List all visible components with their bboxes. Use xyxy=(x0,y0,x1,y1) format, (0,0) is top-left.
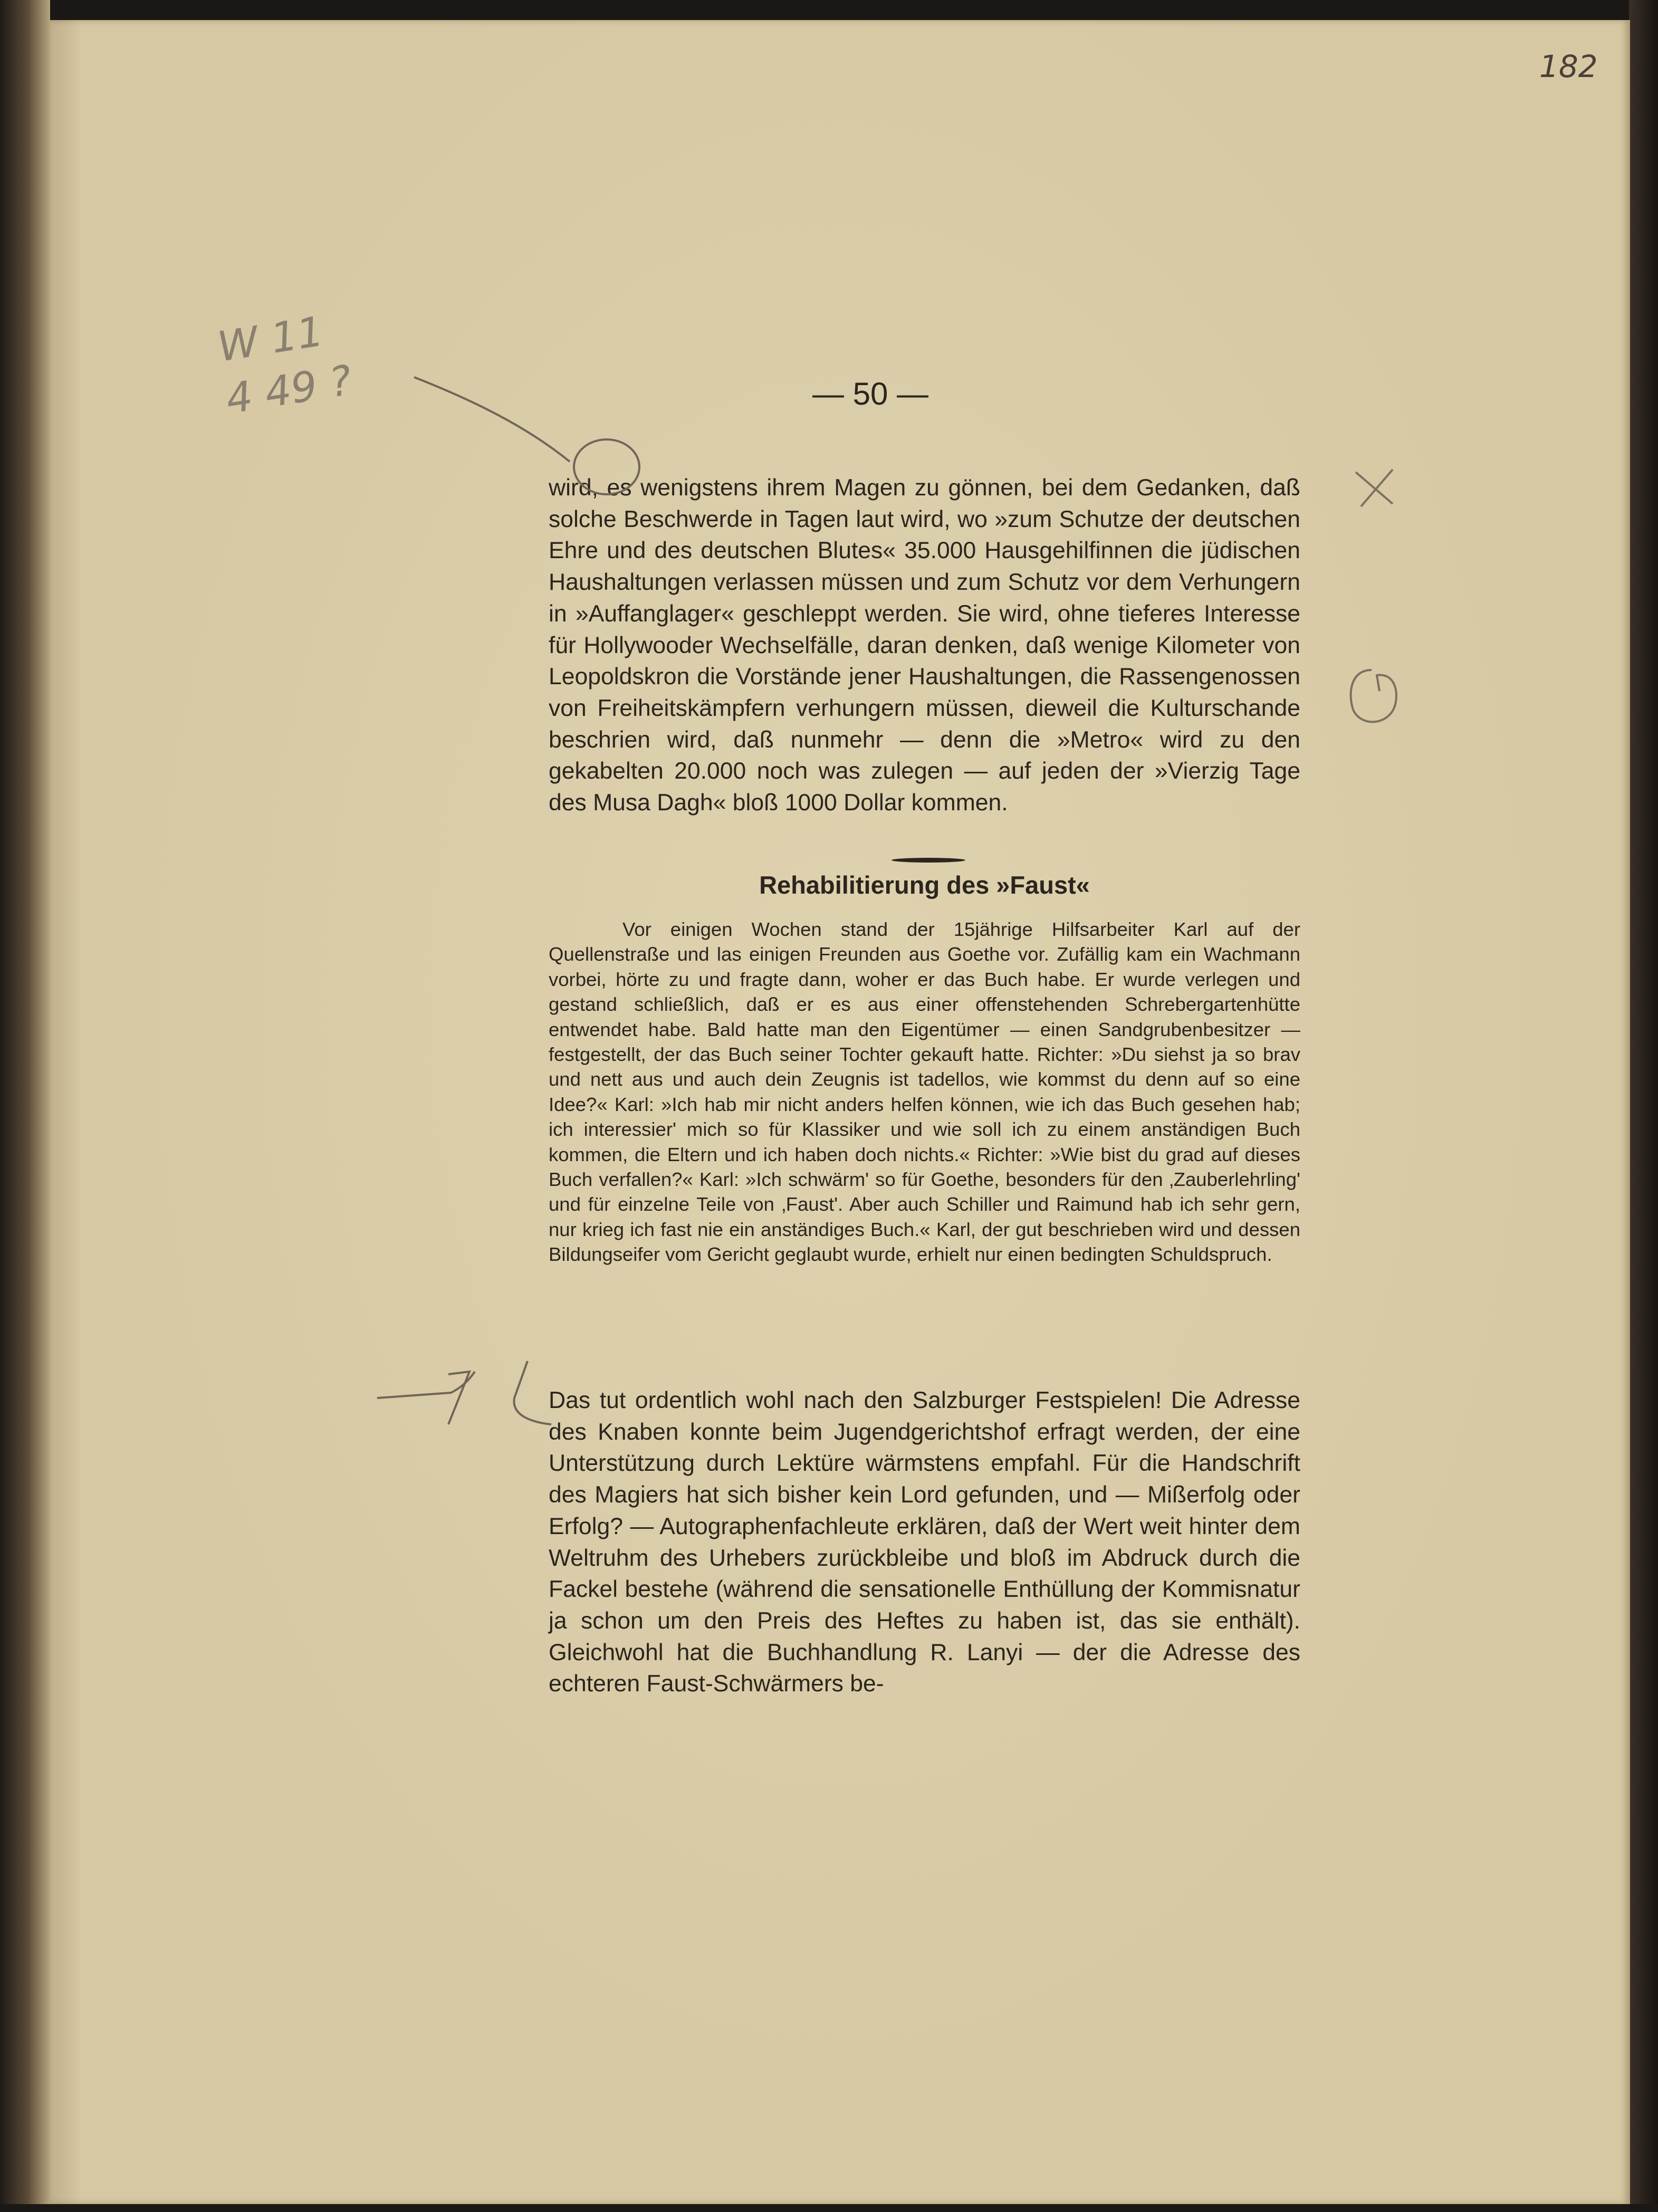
paragraph-2-text: Vor einigen Wochen stand der 15jährige Hilfsarbeiter Karl auf der Quellenstraße und las einigen Freunden aus Goethe vor. Zufällig kam ein Wachmann vorbei, hörte zu und fragte dann, woher er das Buch habe. Er wurde verlegen und gestand schließlich, daß er es aus einer offenstehenden Schrebergartenhütte entwendet habe. Bald hatte man den Eigentümer — einen Sandgrubenbesitzer — festgestellt, der das Buch seiner Tochter gekauft hatte. Richter: »Du siehst ja so brav und nett aus und auch dein Zeugnis ist tadellos, wie kommst du denn auf so eine Idee?« Karl: »Ich hab mir nicht anders helfen können, wie ich das Buch gesehen hab; ich interessier' mich so für Klassiker und wie soll ich zu einem anständigen Buch kommen, die Eltern und ich haben doch nichts.« Richter: »Wie bist du grad auf dieses Buch verfallen?« Karl: »Ich schwärm' so für Goethe, besonders für den ‚Zauberlehrling' und für einzelne Teile von ‚Faust'. Aber auch Schiller und Raimund hab ich sehr gern, nur krieg ich fast nie ein anständiges Buch.« Karl, der gut beschrieben wird und dessen Bildungseifer vom Gericht geglaubt wurde, erhielt nur einen bedingten Schuldspruch. xyxy=(549,918,1300,1266)
scan-right-border xyxy=(1629,0,1658,2212)
book-spine xyxy=(0,0,50,2212)
archive-page-number: 182 xyxy=(1539,49,1598,84)
paragraph-2 xyxy=(549,917,1300,1267)
paragraph-3-text: Das tut ordentlich wohl nach den Salzburger Festspielen! Die Adresse des Knaben konnte beim Jugendgerichtshof erfragt werden, der eine Unterstützung durch Lektüre wärmstens empfahl. Für die Handschrift des Magiers hat sich bisher kein Lord gefunden, und — Mißerfolg oder Erfolg? — Autographenfachleute erklären, daß der Wert weit hinter dem Weltruhm des Urhebers zurückbleibe und bloß im Abdruck durch die Fackel bestehe (während die sensationelle Enthüllung der Kommisnatur ja schon um den Preis des Heftes zu haben ist, das sie enthält). Gleichwohl hat die Buchhandlung R. Lanyi — der die Adresse des echteren Faust-Schwärmers be- xyxy=(549,1387,1300,1697)
pencil-margin-note: W 11 4 49 ? xyxy=(214,308,356,424)
page-number: — 50 — xyxy=(812,376,929,411)
scan-bottom-border xyxy=(0,2204,1658,2212)
paragraph-3 xyxy=(549,1385,1300,1700)
section-divider xyxy=(892,858,965,863)
scan-top-border xyxy=(0,0,1658,20)
section-title: Rehabilitierung des »Faust« xyxy=(759,871,1090,899)
paragraph-1 xyxy=(549,472,1300,819)
paragraph-1-text: wird, es wenigstens ihrem Magen zu gönnen, bei dem Gedanken, daß solche Beschwerde in Tagen laut wird, wo »zum Schutze der deutschen Ehre und des deutschen Blutes« 35.000 Hausgehilfinnen die jüdischen Haushaltungen verlassen müssen und zum Schutz vor dem Verhungern in »Auffanglager« geschleppt werden. Sie wird, ohne tieferes Interesse für Hollywooder Wechselfälle, daran denken, daß wenige Kilometer von Leopoldskron die Vorstände jener Haushaltungen, die Rassengenossen von Freiheitskämpfern verhungern müssen, dieweil die Kulturschande beschrien wird, daß nunmehr — denn die »Metro« wird zu den gekabelten 20.000 noch was zulegen — auf jeden der »Vierzig Tage des Musa Dagh« bloß 1000 Dollar kommen. xyxy=(549,475,1300,816)
